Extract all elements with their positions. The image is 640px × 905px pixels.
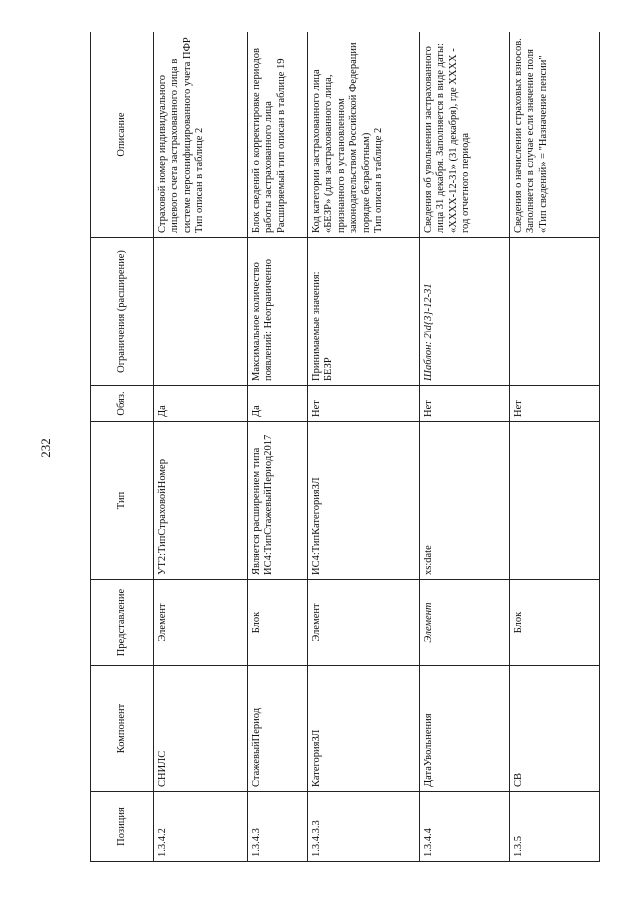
constraints-text: Принимаемые значения: БЕЗР — [311, 271, 335, 381]
cell-type: xs:date — [420, 422, 510, 580]
cell-required: Нет — [420, 386, 510, 422]
cell-required: Нет — [510, 386, 600, 422]
cell-type: Является расширением типа ИС4:ТипСтажевыйПериод2017 — [248, 422, 308, 580]
table-row — [420, 32, 510, 862]
header-row — [91, 32, 154, 862]
description-text: Страховой номер индивидуального лицевого счета застрахованного лица в системе персонифицированного учета ПФР Тип описан в таблице 2 — [157, 37, 206, 233]
cell-type: ИС4:ТипКатегорияЗЛ — [308, 422, 420, 580]
cell-constraints — [308, 238, 420, 386]
cell-representation: Элемент — [420, 580, 510, 666]
description-text: Код категории застрахованного лица «БЕЗР» (для застрахованного лица, признанного в установленном законодательством Российской Федерации порядке безработным) Тип описан в таблице 2 — [311, 42, 384, 233]
cell-position: 1.3.5 — [510, 792, 600, 862]
cell-representation: Элемент — [154, 580, 248, 666]
cell-required: Да — [154, 386, 248, 422]
cell-description — [510, 32, 600, 238]
table-row — [308, 32, 420, 862]
table-row — [510, 32, 600, 862]
cell-position: 1.3.4.3 — [248, 792, 308, 862]
header-required: Обяз. — [91, 386, 154, 422]
header-description: Описание — [91, 32, 154, 238]
description-text: Блок сведений о корректировке периодов работы застрахованного лица Расширяемый тип описан в таблице 19 — [251, 48, 287, 233]
cell-representation: Элемент — [308, 580, 420, 666]
header-component: Компонент — [91, 666, 154, 792]
header-position: Позиция — [91, 792, 154, 862]
cell-component: ДатаУвольнения — [420, 666, 510, 792]
cell-representation: Блок — [510, 580, 600, 666]
cell-component: СВ — [510, 666, 600, 792]
cell-position: 1.3.4.3.3 — [308, 792, 420, 862]
cell-constraints: Шаблон: 2\d{3}-12-31 — [420, 238, 510, 386]
cell-type — [510, 422, 600, 580]
header-constraints: Ограничения (расширение) — [91, 238, 154, 386]
cell-type: УТ2:ТипСтраховойНомер — [154, 422, 248, 580]
rotated-table-container — [90, 32, 602, 862]
rotated-content — [90, 32, 602, 862]
cell-position: 1.3.4.2 — [154, 792, 248, 862]
page-number: 232 — [37, 438, 53, 458]
description-text: Сведения о начислении страховых взносов. Заполняется в случае если значение поля «Тип сведений» = "Назначение пенсии" — [513, 38, 549, 233]
spec-table — [90, 32, 600, 862]
cell-description — [248, 32, 308, 238]
cell-required: Да — [248, 386, 308, 422]
cell-description — [308, 32, 420, 238]
header-type: Тип — [91, 422, 154, 580]
cell-representation: Блок — [248, 580, 308, 666]
cell-description — [420, 32, 510, 238]
cell-component: КатегорияЗЛ — [308, 666, 420, 792]
table-row — [248, 32, 308, 862]
description-text: Сведения об увольнении застрахованного лица 31 декабря. Заполняется в виде даты: «XXXX-12-31» (31 декабря), где XXXX - год отчетного периода — [423, 43, 472, 233]
cell-description — [154, 32, 248, 238]
cell-component: СтажевыйПериод — [248, 666, 308, 792]
cell-required: Нет — [308, 386, 420, 422]
cell-constraints — [510, 238, 600, 386]
cell-component: СНИЛС — [154, 666, 248, 792]
header-representation: Представление — [91, 580, 154, 666]
cell-constraints — [154, 238, 248, 386]
table-row — [154, 32, 248, 862]
cell-position: 1.3.4.4 — [420, 792, 510, 862]
cell-constraints: Максимальное количество появлений: Неограниченно — [248, 238, 308, 386]
